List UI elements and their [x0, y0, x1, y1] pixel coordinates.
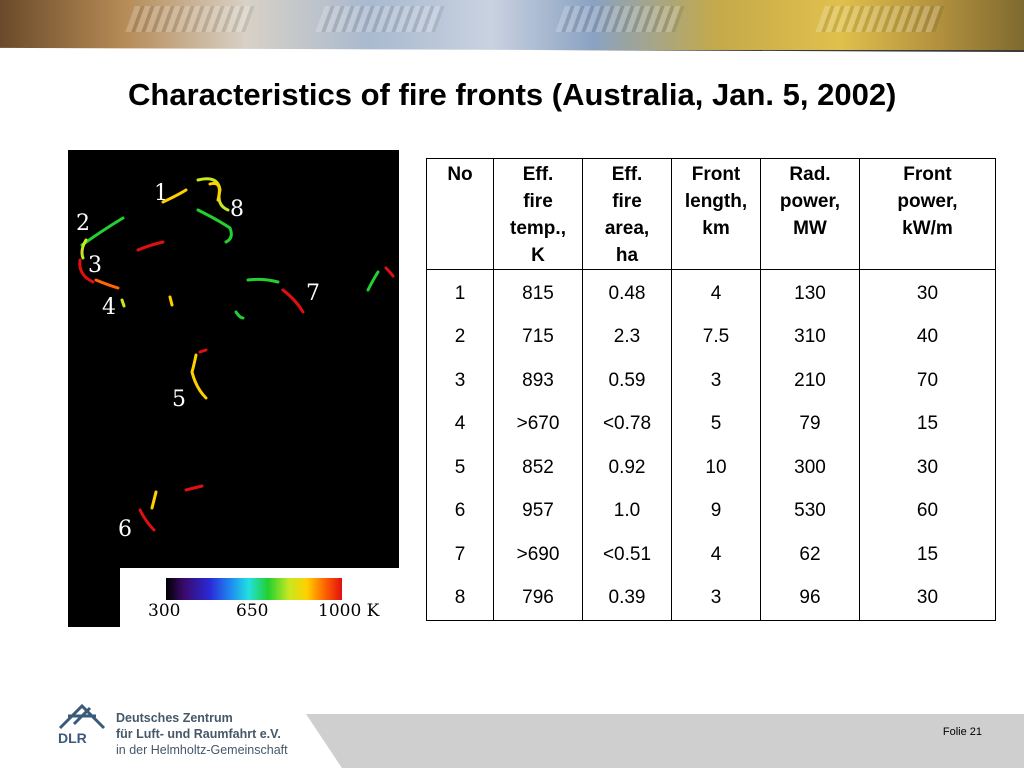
slide-title: Characteristics of fire fronts (Australia, Jan. 5, 2002)	[128, 77, 897, 112]
table-cell: 79	[761, 403, 860, 447]
front-label-6: 6	[118, 517, 132, 542]
colorbar-gradient	[166, 578, 342, 600]
table-cell: >670	[494, 403, 583, 447]
front-5-pixels	[192, 355, 206, 398]
table-cell: <0.78	[583, 403, 672, 447]
table-cell: 7.5	[672, 316, 761, 360]
table-cell: 210	[761, 359, 860, 403]
table-cell: 10	[672, 446, 761, 490]
banner-satellite-decoration	[815, 6, 944, 32]
table-cell: 310	[761, 316, 860, 360]
table-cell: <0.51	[583, 533, 672, 577]
table-cell: 5	[427, 446, 494, 490]
table-cell: 30	[860, 577, 996, 621]
fire-front-map	[68, 150, 399, 627]
table-cell: 40	[860, 316, 996, 360]
banner-satellite-decoration	[315, 6, 444, 32]
header-banner	[0, 0, 1024, 52]
table-body	[427, 270, 996, 621]
front-label-7: 7	[306, 281, 320, 306]
table-cell: 60	[860, 490, 996, 534]
table-cell: 70	[860, 359, 996, 403]
table-cell: 3	[672, 359, 761, 403]
table-cell: 7	[427, 533, 494, 577]
table-cell: 30	[860, 270, 996, 316]
front-label-3: 3	[88, 253, 102, 278]
table-cell: 796	[494, 577, 583, 621]
table-cell: 4	[672, 533, 761, 577]
table-row	[427, 577, 996, 621]
fire-front-table	[426, 158, 996, 621]
org-line-1: Deutsches Zentrum	[116, 711, 233, 725]
table-cell: 530	[761, 490, 860, 534]
table-cell: 2	[427, 316, 494, 360]
table-row	[427, 359, 996, 403]
front-label-8: 8	[230, 197, 244, 222]
table-cell: 62	[761, 533, 860, 577]
table-cell: 0.48	[583, 270, 672, 316]
table-cell: 0.59	[583, 359, 672, 403]
header-rad-power: Rad. power, MW	[761, 159, 860, 270]
table-row	[427, 316, 996, 360]
table-row	[427, 270, 996, 316]
dlr-logo	[52, 694, 312, 760]
front-label-4: 4	[102, 295, 116, 320]
table-cell: 715	[494, 316, 583, 360]
fire-front-pixels	[68, 150, 399, 627]
table-cell: 852	[494, 446, 583, 490]
footer-band	[306, 714, 1024, 768]
table-cell: 15	[860, 403, 996, 447]
front-label-2: 2	[76, 211, 90, 236]
table-cell: 9	[672, 490, 761, 534]
table-row	[427, 446, 996, 490]
banner-satellite-decoration	[555, 6, 684, 32]
slide-number: Folie 21	[942, 726, 982, 738]
table-cell: 15	[860, 533, 996, 577]
table-cell: 957	[494, 490, 583, 534]
front-label-5: 5	[172, 387, 186, 412]
org-line-3: in der Helmholtz-Gemeinschaft	[116, 743, 288, 757]
table-cell: 1.0	[583, 490, 672, 534]
table-cell: 3	[672, 577, 761, 621]
table-cell: 4	[672, 270, 761, 316]
colorbar-tick-1000: 1000 K	[318, 601, 380, 621]
table-cell: 815	[494, 270, 583, 316]
table-cell: >690	[494, 533, 583, 577]
table-row	[427, 490, 996, 534]
header-eff-temp: Eff. fire temp., K	[494, 159, 583, 270]
table-cell: 4	[427, 403, 494, 447]
org-line-2: für Luft- und Raumfahrt e.V.	[116, 727, 281, 741]
front-6-pixels	[152, 492, 156, 508]
table-cell: 130	[761, 270, 860, 316]
front-4-pixels	[170, 297, 172, 305]
front-label-1: 1	[154, 181, 168, 206]
table-cell: 8	[427, 577, 494, 621]
table-header-row	[427, 159, 996, 270]
table-cell: 3	[427, 359, 494, 403]
dlr-organization	[116, 710, 288, 758]
table-cell: 30	[860, 446, 996, 490]
colorbar-tick-650: 650	[236, 601, 269, 621]
table-row	[427, 533, 996, 577]
table-cell: 5	[672, 403, 761, 447]
header-front-length: Front length, km	[672, 159, 761, 270]
banner-satellite-decoration	[125, 6, 254, 32]
header-front-power: Front power, kW/m	[860, 159, 996, 270]
temperature-colorbar	[120, 568, 399, 627]
header-no: No	[427, 159, 494, 270]
table-cell: 893	[494, 359, 583, 403]
dlr-abbr: DLR	[58, 730, 87, 746]
table-cell: 6	[427, 490, 494, 534]
table-cell: 0.39	[583, 577, 672, 621]
table-cell: 0.92	[583, 446, 672, 490]
table-cell: 96	[761, 577, 860, 621]
header-eff-area: Eff. fire area, ha	[583, 159, 672, 270]
table-cell: 300	[761, 446, 860, 490]
colorbar-tick-300: 300	[148, 601, 181, 621]
table-cell: 2.3	[583, 316, 672, 360]
table-cell: 1	[427, 270, 494, 316]
front-7-pixels	[248, 279, 278, 282]
table-row	[427, 403, 996, 447]
